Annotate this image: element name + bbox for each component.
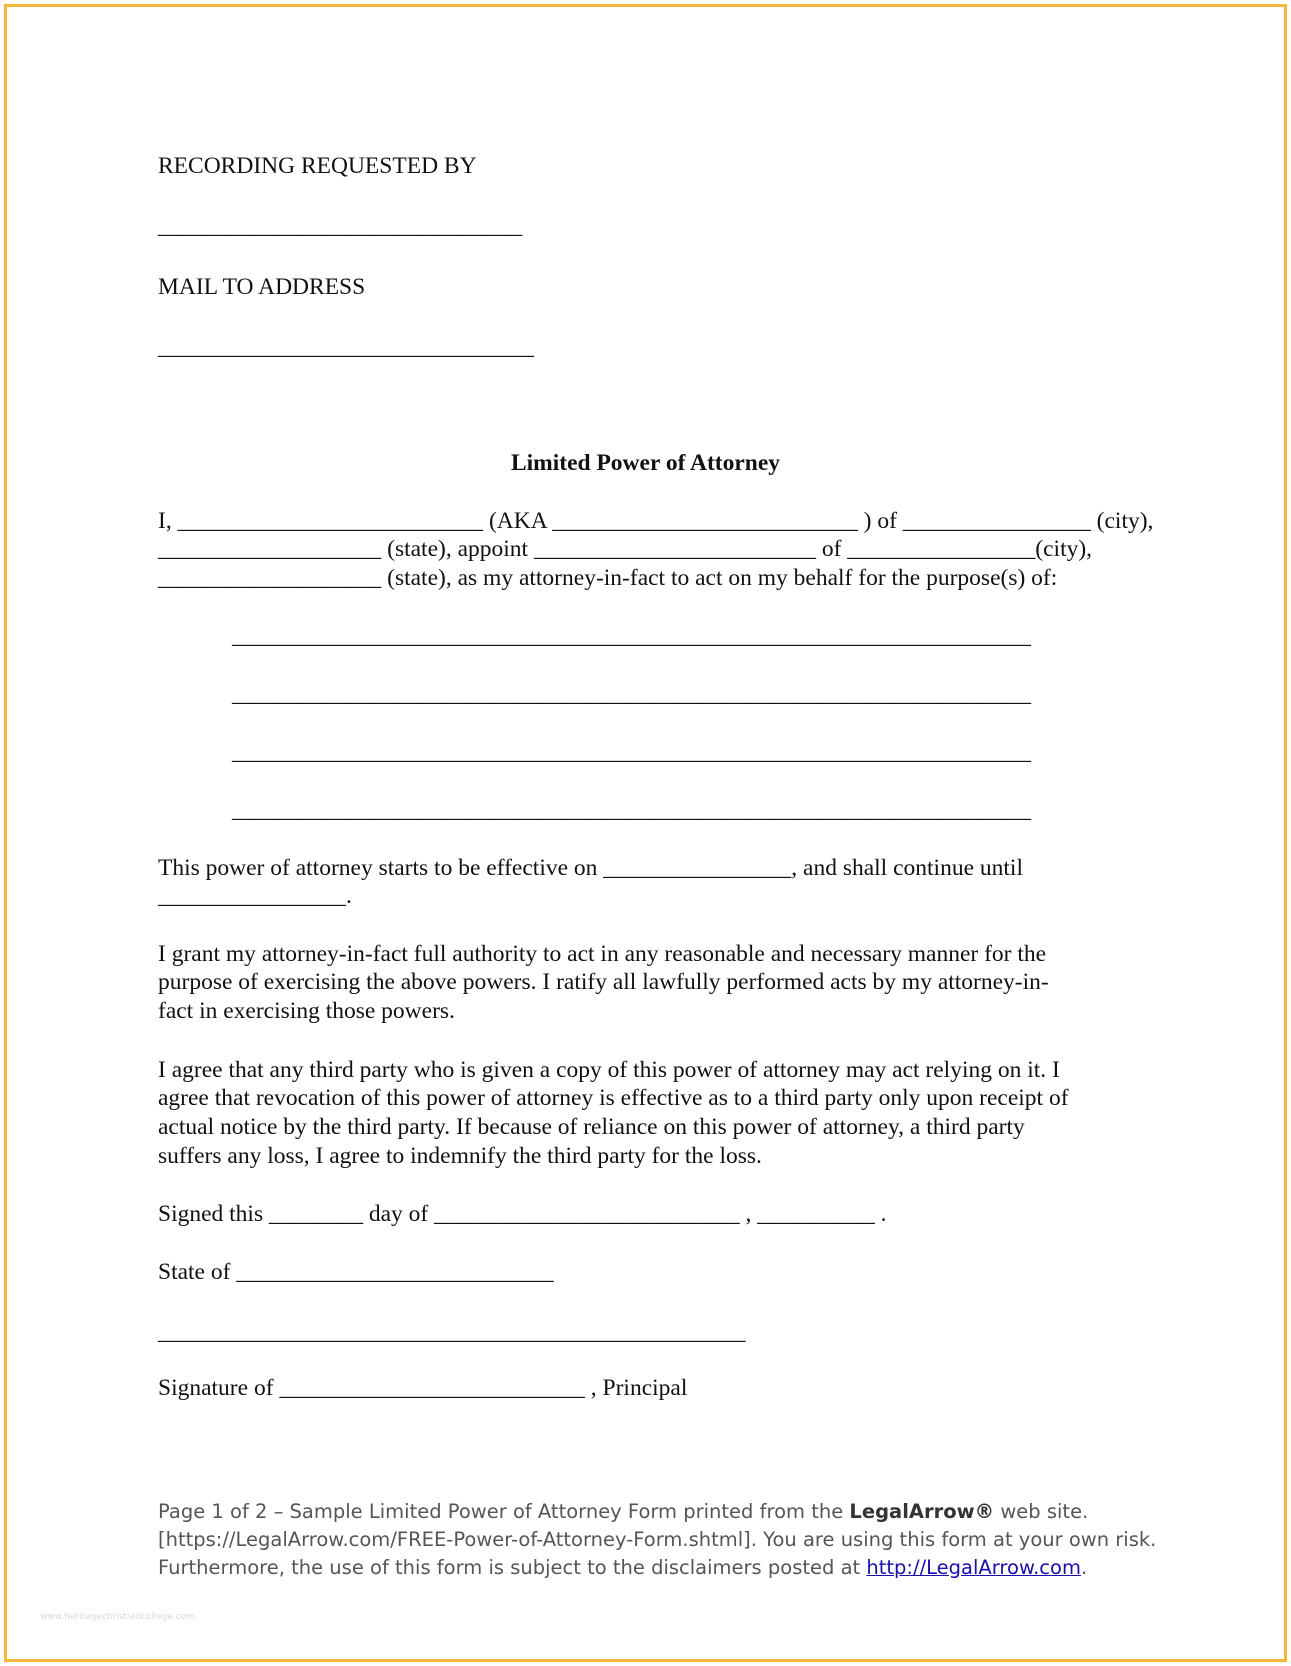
purpose-blank-2: ____________________________________________________________________ [232,681,1031,707]
purpose-blank-3: ____________________________________________________________________ [232,739,1031,765]
footer-brand: LegalArrow® [849,1500,995,1523]
authority-line-1: I grant my attorney-in-fact full authority to act in any reasonable and necessary manner for the [158,941,1047,967]
footer-line-1 [158,1498,1088,1526]
intro-line-3: ___________________ (state), as my attorney-in-fact to act on my behalf for the purpose(s) of: [158,565,1058,591]
legalarrow-link[interactable]: http://LegalArrow.com [866,1556,1081,1579]
recording-requested-blank: _______________________________ [158,213,523,239]
watermark-text: www.heritagechristiancollege.com [40,1612,195,1622]
footer-line-2: [https://LegalArrow.com/FREE-Power-of-Attorney-Form.shtml]. You are using this form at your own risk. [158,1528,1157,1551]
purpose-blank-4: ____________________________________________________________________ [232,797,1031,823]
intro-line-1: I, __________________________ (AKA __________________________ ) of ________________ (city), [158,508,1154,534]
footer-line-3-suffix: . [1080,1556,1088,1579]
effective-line-2: ________________. [158,883,352,909]
authority-line-2: purpose of exercising the above powers. I ratify all lawfully performed acts by my attorney-in- [158,969,1049,995]
signature-blank: __________________________________________________ [158,1319,746,1345]
authority-line-3: fact in exercising those powers. [158,998,455,1024]
third-party-line-1: I agree that any third party who is given a copy of this power of attorney may act relying on it. I [158,1057,1060,1083]
effective-line-1: This power of attorney starts to be effective on ________________, and shall continue until [158,855,1023,881]
purpose-blank-1: ____________________________________________________________________ [232,623,1031,649]
mail-to-address-label: MAIL TO ADDRESS [158,274,366,300]
footer-line-1-suffix: web site. [994,1500,1089,1523]
intro-line-2: ___________________ (state), appoint ________________________ of ________________(city), [158,536,1093,562]
document-title: Limited Power of Attorney [510,450,781,476]
state-of-line: State of ___________________________ [158,1259,554,1285]
signed-date-line: Signed this ________ day of __________________________ , __________ . [158,1201,887,1227]
mail-to-address-blank: ________________________________ [158,334,534,360]
footer-line-3-prefix: Furthermore, the use of this form is subject to the disclaimers posted at [158,1556,867,1579]
recording-requested-label: RECORDING REQUESTED BY [158,153,477,179]
signature-principal-line: Signature of __________________________ , Principal [158,1375,688,1401]
footer-line-3 [158,1554,1087,1582]
third-party-line-3: actual notice by the third party. If because of reliance on this power of attorney, a third party [158,1114,1025,1140]
third-party-line-2: agree that revocation of this power of attorney is effective as to a third party only upon receipt of [158,1085,1069,1111]
footer-line-1-prefix: Page 1 of 2 – Sample Limited Power of Attorney Form printed from the [158,1500,850,1523]
third-party-line-4: suffers any loss, I agree to indemnify the third party for the loss. [158,1143,762,1169]
